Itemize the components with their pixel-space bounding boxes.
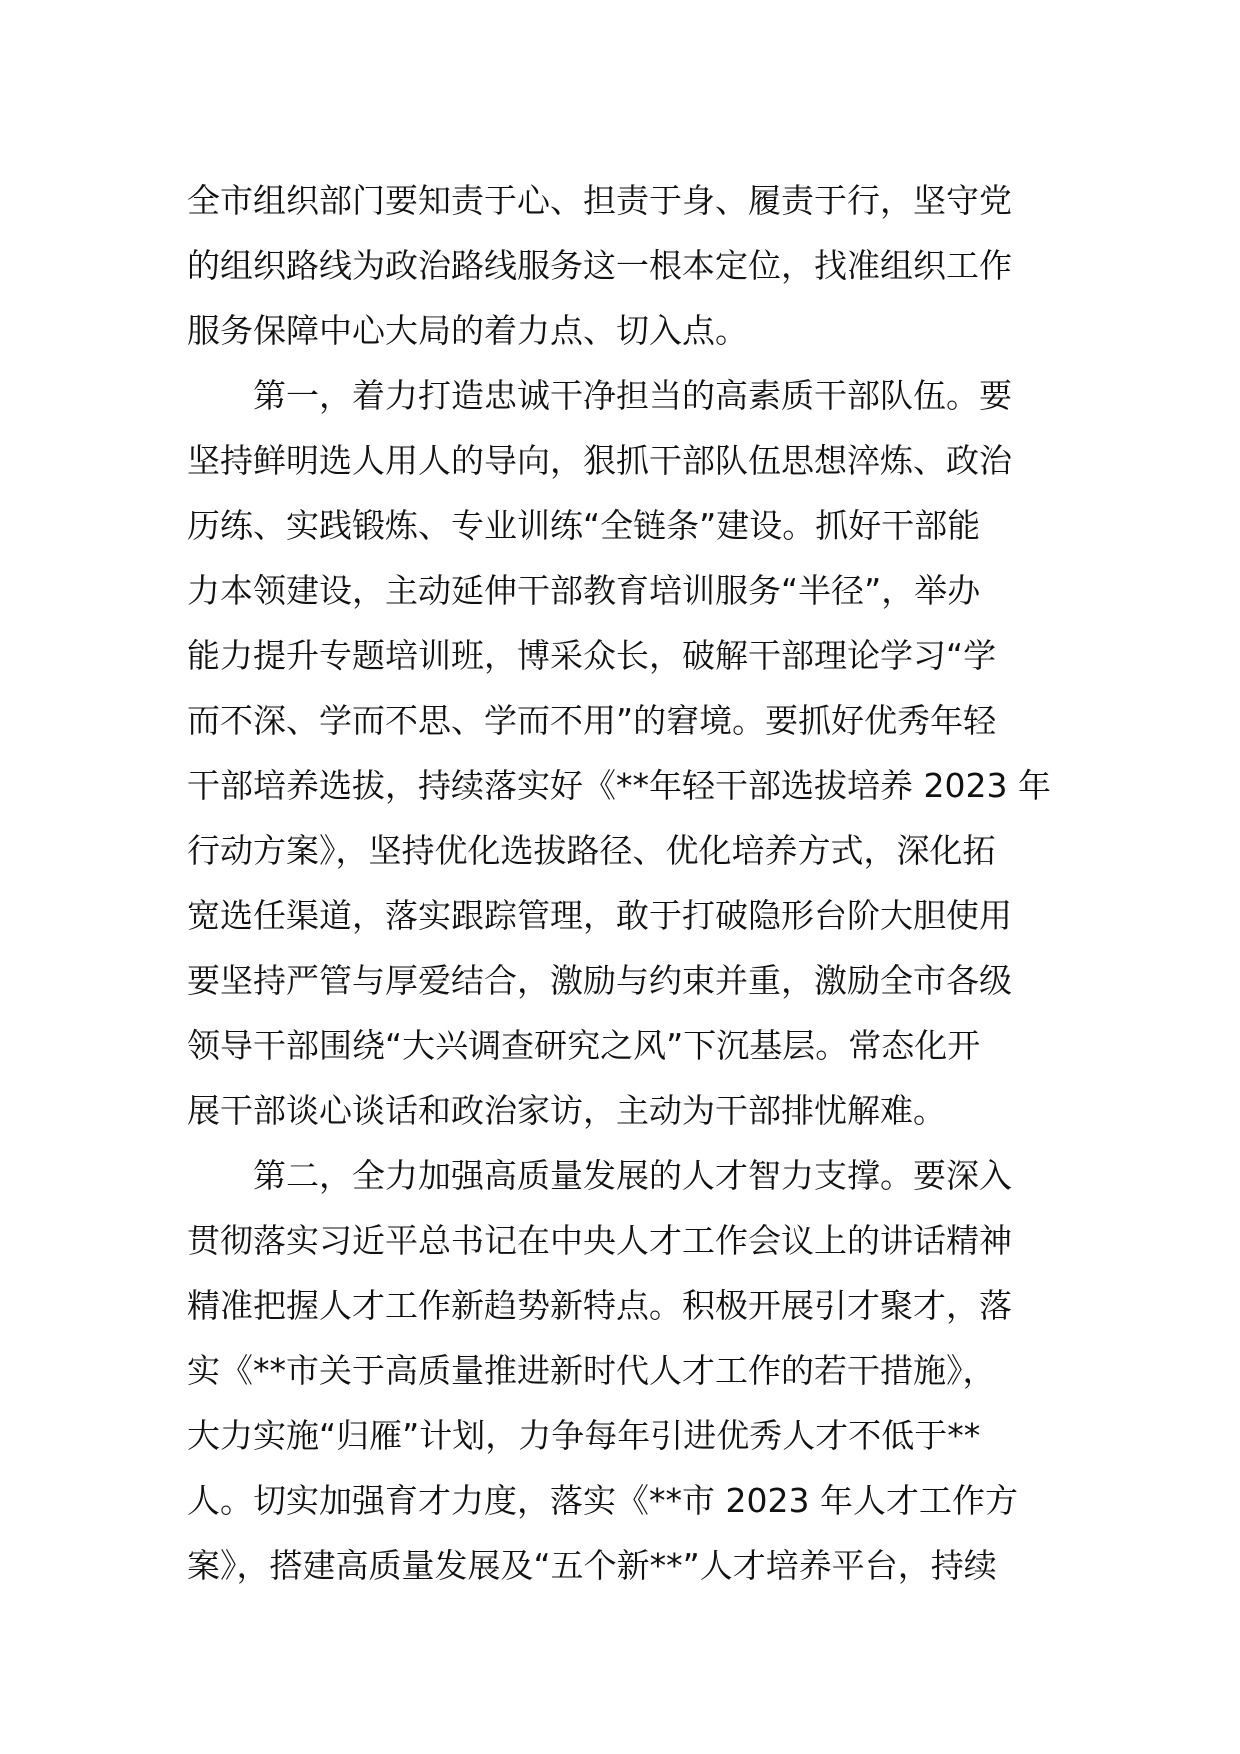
- text-line: 精准把握人才工作新趋势新特点。积极开展引才聚才，落: [187, 1286, 1012, 1325]
- paragraph-first-line: 第二，全力加强高质量发展的人才智力支撑。要深入: [253, 1156, 1012, 1195]
- text-line: 能力提升专题培训班，博采众长，破解干部理论学习“学: [187, 636, 997, 675]
- document-body: [187, 168, 1057, 1598]
- text-line: 要坚持严管与厚爱结合，激励与约束并重，激励全市各级: [187, 961, 1012, 1000]
- paragraph-first-line: 第一，着力打造忠诚干净担当的高素质干部队伍。要: [253, 376, 1012, 415]
- text-line: 而不深、学而不思、学而不用”的窘境。要抓好优秀年轻: [187, 701, 997, 740]
- text-line: 全市组织部门要知责于心、担责于身、履责于行，坚守党: [187, 181, 1012, 220]
- text-line: 实《**市关于高质量推进新时代人才工作的若干措施》，: [187, 1351, 996, 1390]
- text-line: 坚持鲜明选人用人的导向，狠抓干部队伍思想淬炼、政治: [187, 441, 1012, 480]
- text-line: 贯彻落实习近平总书记在中央人才工作会议上的讲话精神: [187, 1221, 1012, 1260]
- text-line: 的组织路线为政治路线服务这一根本定位，找准组织工作: [187, 246, 1012, 285]
- text-line: 力本领建设，主动延伸干部教育培训服务“半径”，举办: [187, 571, 981, 610]
- text-line: 领导干部围绕“大兴调查研究之风”下沉基层。常态化开: [187, 1026, 981, 1065]
- text-line: 大力实施“归雁”计划，力争每年引进优秀人才不低于**: [187, 1416, 981, 1455]
- text-line: 案》，搭建高质量发展及“五个新**”人才培养平台，持续: [187, 1546, 997, 1585]
- text-line: 历练、实践锻炼、专业训练“全链条”建设。抓好干部能: [187, 506, 981, 545]
- text-line: 宽选任渠道，落实跟踪管理，敢于打破隐形台阶大胆使用: [187, 896, 1012, 935]
- text-line: 人。切实加强育才力度，落实《**市 2023 年人才工作方: [187, 1481, 1018, 1520]
- text-line: 展干部谈心谈话和政治家访，主动为干部排忧解难。: [187, 1091, 946, 1130]
- text-line: 干部培养选拔，持续落实好《**年轻干部选拔培养 2023 年: [187, 766, 1051, 805]
- text-line: 服务保障中心大局的着力点、切入点。: [187, 311, 748, 350]
- text-line: 行动方案》，坚持优化选拔路径、优化培养方式，深化拓: [187, 831, 996, 870]
